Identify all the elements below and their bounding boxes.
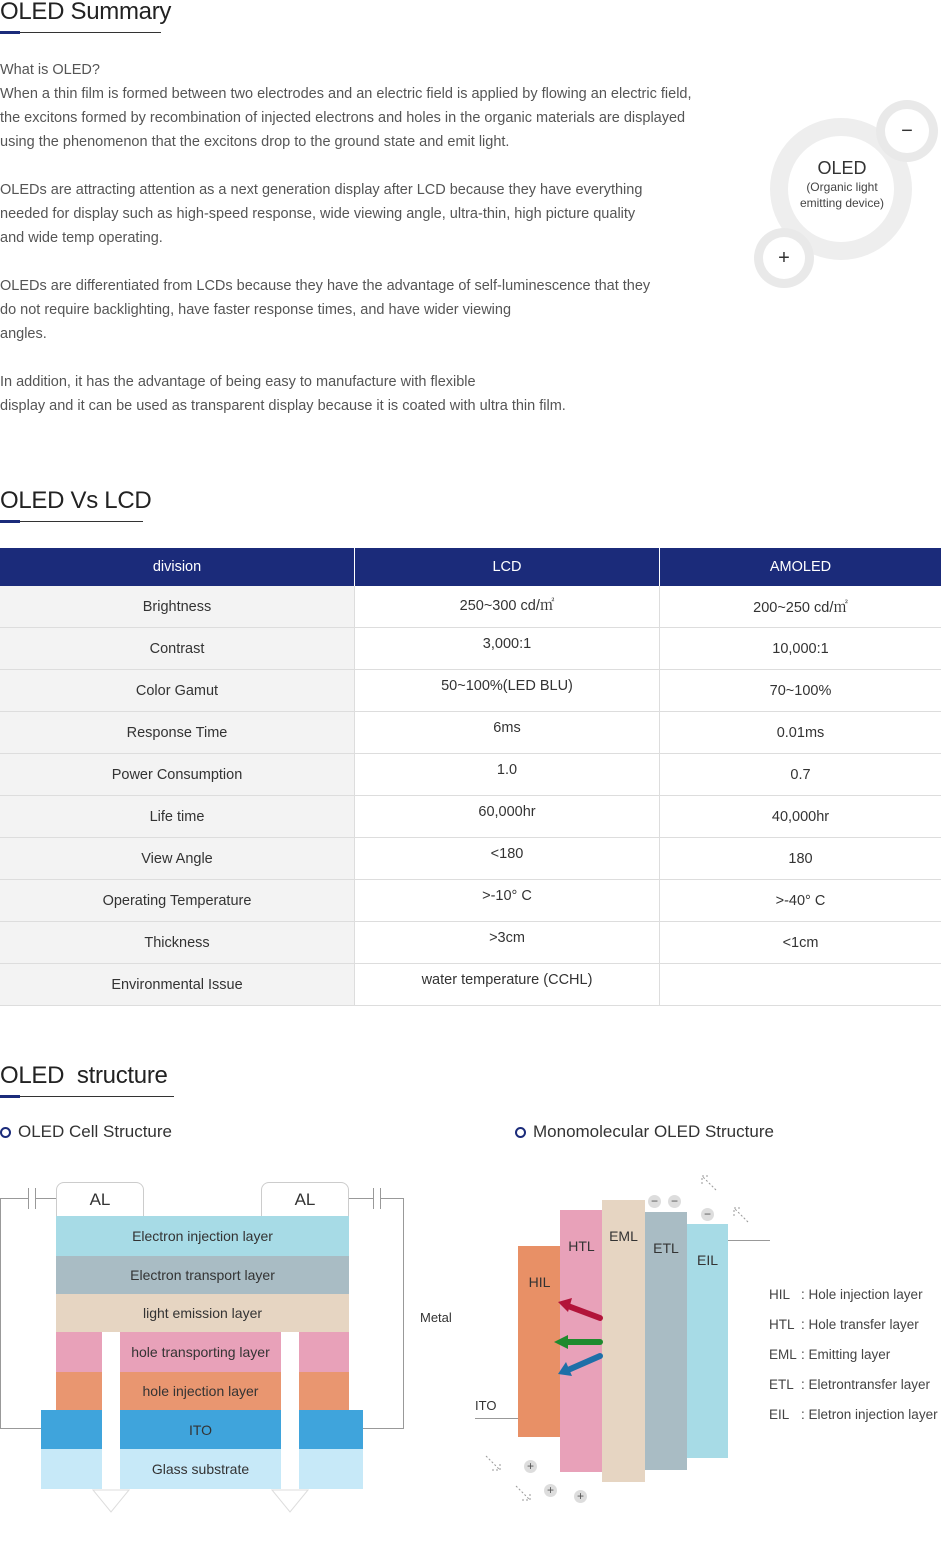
legend-item — [769, 1317, 919, 1332]
column-etl: ETL — [645, 1212, 687, 1470]
lcd-value: water temperature (CCHL) — [355, 964, 660, 1006]
amoled-value: >-40° C — [660, 880, 941, 922]
electron-minus-icon: − — [668, 1195, 681, 1208]
cell-structure-heading — [0, 1122, 172, 1142]
plus-icon: + — [763, 237, 805, 279]
hole-plus-icon: + — [544, 1484, 557, 1497]
layer-glass-substrate: Glass substrate — [120, 1449, 281, 1489]
lcd-value: 3,000:1 — [355, 628, 660, 670]
lcd-value: >-10° C — [355, 880, 660, 922]
summary-line: OLEDs are differentiated from LCDs because they have the advantage of self-luminescence that they — [0, 278, 651, 294]
header-division: division — [0, 548, 355, 586]
amoled-value: <1cm — [660, 922, 941, 964]
summary-line: the excitons formed by recombination of injected electrons and holes in the organic materials are displayed — [0, 110, 686, 126]
comparison-title-accent — [0, 520, 20, 523]
oled-circle-subtitle: emitting device) — [799, 196, 885, 210]
row-label: Life time — [0, 796, 355, 838]
summary-line: using the phenomenon that the excitons drop to the ground state and emit light. — [0, 134, 510, 150]
ito-label: ITO — [475, 1398, 497, 1413]
legend-abbr: EIL — [769, 1407, 790, 1422]
row-label: Response Time — [0, 712, 355, 754]
summary-line: When a thin film is formed between two electrodes and an electric field is applied by flowing an electric field, — [0, 86, 692, 102]
lcd-value: 60,000hr — [355, 796, 660, 838]
circuit-wire — [349, 1198, 373, 1199]
layer-hole-transporting: hole transporting layer — [120, 1332, 281, 1372]
legend-desc: : Eletron injection layer — [801, 1407, 938, 1422]
column-htl: HTL — [560, 1210, 603, 1472]
capacitor-plate — [28, 1188, 29, 1209]
light-beams-icon — [0, 1330, 420, 1520]
summary-line: In addition, it has the advantage of being easy to manufacture with flexible — [0, 374, 476, 390]
table-header-row — [0, 548, 941, 586]
minus-electrode-circle — [876, 100, 938, 162]
table-row — [0, 586, 941, 628]
oled-circle-subtitle: (Organic light — [806, 180, 878, 194]
table-row — [0, 712, 941, 754]
circuit-wire — [381, 1198, 403, 1199]
bullet-icon — [0, 1127, 11, 1138]
row-label: Operating Temperature — [0, 880, 355, 922]
amoled-value: 0.7 — [660, 754, 941, 796]
comparison-title-rule — [0, 521, 143, 522]
hole-plus-icon: + — [574, 1490, 587, 1503]
table-row — [0, 880, 941, 922]
legend-item — [769, 1287, 923, 1302]
legend-abbr: HIL — [769, 1287, 791, 1302]
summary-line: and wide temp operating. — [0, 230, 163, 246]
row-label: Brightness — [0, 586, 355, 628]
column-eml: EML — [602, 1200, 645, 1482]
mono-structure-heading-text: Monomolecular OLED Structure — [533, 1122, 774, 1141]
legend-desc: : Emitting layer — [801, 1347, 891, 1362]
metal-label: Metal — [420, 1310, 452, 1325]
summary-paragraph — [0, 274, 760, 346]
row-label: Power Consumption — [0, 754, 355, 796]
summary-line: OLEDs are attracting attention as a next generation display after LCD because they have everything — [0, 182, 643, 198]
amoled-value: 10,000:1 — [660, 628, 941, 670]
amoled-value: 70~100% — [660, 670, 941, 712]
amoled-value: 200~250 cd/㎡ — [660, 586, 941, 628]
lcd-value: 50~100%(LED BLU) — [355, 670, 660, 712]
row-label: View Angle — [0, 838, 355, 880]
minus-icon: − — [885, 109, 929, 153]
legend-desc: : Eletrontransfer layer — [801, 1377, 931, 1392]
table-row — [0, 628, 941, 670]
summary-paragraph — [0, 58, 760, 154]
legend-desc: : Hole injection layer — [801, 1287, 923, 1302]
oled-circle-label — [780, 158, 904, 211]
row-label: Environmental Issue — [0, 964, 355, 1006]
table-row — [0, 754, 941, 796]
layer-hole-injection: hole injection layer — [120, 1372, 281, 1410]
table-row — [0, 796, 941, 838]
structure-title: OLED structure — [0, 1062, 168, 1089]
lcd-value: >3cm — [355, 922, 660, 964]
column-eil: EIL — [687, 1224, 728, 1458]
summary-title-accent — [0, 31, 20, 34]
circuit-wire — [0, 1198, 28, 1199]
layer-light-emission: light emission layer — [56, 1294, 349, 1332]
summary-text — [0, 58, 760, 442]
legend-desc: : Hole transfer layer — [801, 1317, 919, 1332]
lcd-value: 6ms — [355, 712, 660, 754]
structure-title-accent — [0, 1095, 20, 1098]
table-row — [0, 670, 941, 712]
summary-title-rule — [0, 32, 161, 33]
electron-minus-icon: − — [648, 1195, 661, 1208]
al-electrode-left: AL — [56, 1182, 144, 1217]
summary-line: do not require backlighting, have faster response times, and have wider viewing — [0, 302, 512, 318]
al-electrode-right: AL — [261, 1182, 349, 1217]
table-row — [0, 922, 941, 964]
summary-title: OLED Summary — [0, 0, 172, 25]
layer-ito: ITO — [120, 1410, 281, 1449]
legend-abbr: HTL — [769, 1317, 795, 1332]
row-label: Contrast — [0, 628, 355, 670]
table-row — [0, 838, 941, 880]
hole-plus-icon: + — [524, 1460, 537, 1473]
legend-abbr: ETL — [769, 1377, 794, 1392]
legend-item — [769, 1377, 930, 1392]
legend-item — [769, 1407, 938, 1422]
cell-structure-heading-text: OLED Cell Structure — [18, 1122, 172, 1141]
lcd-value: 250~300 cd/㎡ — [355, 586, 660, 628]
amoled-value: 0.01ms — [660, 712, 941, 754]
row-label: Thickness — [0, 922, 355, 964]
amoled-value — [660, 964, 941, 1006]
mono-structure-heading — [515, 1122, 774, 1142]
oled-circle-title: OLED — [817, 158, 867, 178]
amoled-value: 40,000hr — [660, 796, 941, 838]
row-label: Color Gamut — [0, 670, 355, 712]
column-hil: HIL — [518, 1246, 561, 1437]
bullet-icon — [515, 1127, 526, 1138]
structure-title-rule — [0, 1096, 174, 1097]
summary-line: needed for display such as high-speed response, wide viewing angle, ultra-thin, high picture quality — [0, 206, 636, 222]
summary-line: display and it can be used as transparent display because it is coated with ultra thin film. — [0, 398, 566, 414]
comparison-table — [0, 548, 941, 1006]
comparison-title: OLED Vs LCD — [0, 487, 152, 514]
layer-electron-injection: Electron injection layer — [56, 1216, 349, 1256]
circuit-wire — [36, 1198, 56, 1199]
summary-paragraph — [0, 178, 760, 250]
plus-electrode-circle — [754, 228, 814, 288]
lcd-value: 1.0 — [355, 754, 660, 796]
capacitor-plate — [373, 1188, 374, 1209]
electron-minus-icon: − — [701, 1208, 714, 1221]
summary-paragraph — [0, 370, 760, 418]
legend-item — [769, 1347, 890, 1362]
amoled-value: 180 — [660, 838, 941, 880]
header-amoled: AMOLED — [660, 548, 941, 586]
table-row — [0, 964, 941, 1006]
summary-line: What is OLED? — [0, 62, 100, 78]
legend-abbr: EML — [769, 1347, 797, 1362]
header-lcd: LCD — [355, 548, 660, 586]
electron-hole-flow-icon — [480, 1170, 770, 1510]
summary-line: angles. — [0, 326, 47, 342]
lcd-value: <180 — [355, 838, 660, 880]
layer-electron-transport: Electron transport layer — [56, 1256, 349, 1294]
